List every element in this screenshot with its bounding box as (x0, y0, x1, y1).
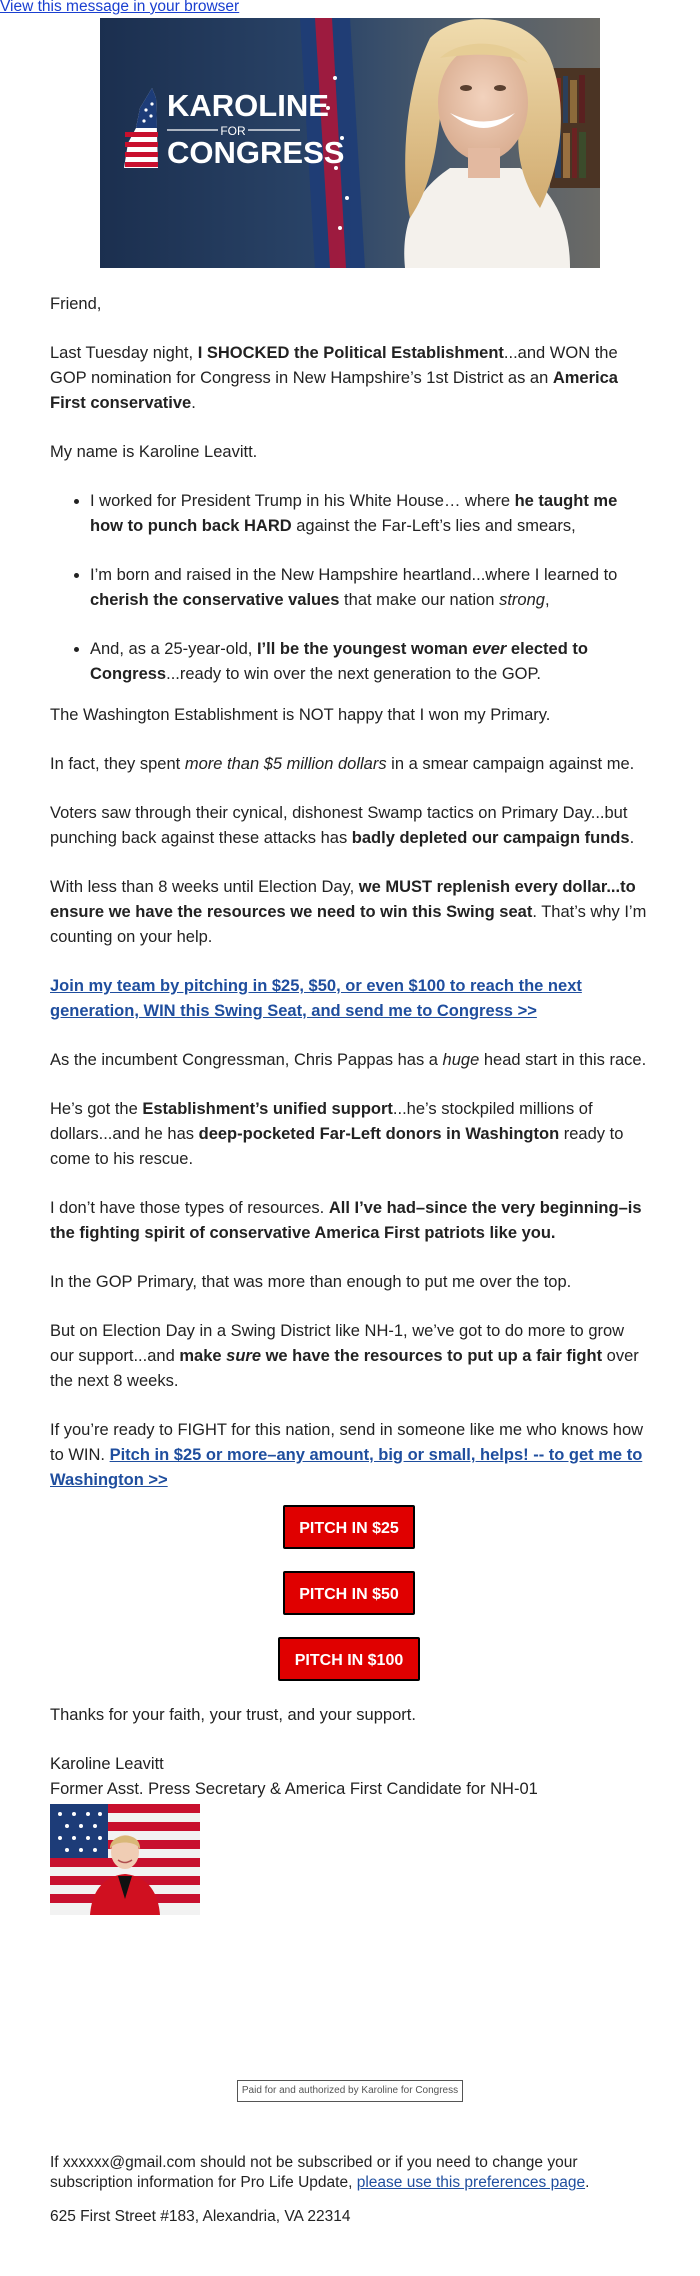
email-body (50, 292, 648, 1915)
hero-image (100, 18, 600, 268)
pitch-in-100-button[interactable]: PITCH IN $100 (278, 1637, 420, 1681)
paragraph-4: In fact, they spent more than $5 million dollars in a smear campaign against me. (50, 755, 635, 773)
paragraph-7: As the incumbent Congressman, Chris Pappas has a huge head start in this race. (50, 1051, 647, 1069)
view-in-browser-link[interactable]: View this message in your browser (0, 0, 240, 15)
unsubscribe-text: If xxxxxx@gmail.com should not be subscribed or if you need to change your subscription information for Pro Life Update, (50, 2154, 578, 2191)
paid-for-disclaimer: Paid for and authorized by Karoline for Congress (237, 2080, 463, 2102)
cta-paragraph-1 (50, 974, 648, 1024)
footer: If xxxxxx@gmail.com should not be subscribed or if you need to change your subscription information for Pro Life Update, please use this preferences page. 625 First Street #183, Alexandria, VA 22314 (50, 2153, 660, 2227)
paragraph-9: I don’t have those types of resources. All I’ve had–since the very beginning–is the fighting spirit of conservative America First patriots like you. (50, 1199, 642, 1242)
mailing-address: 625 First Street #183, Alexandria, VA 22314 (50, 2208, 351, 2225)
logo-line-3: CONGRESS (167, 135, 345, 170)
paragraph-6: With less than 8 weeks until Election Day, we MUST replenish every dollar...to ensure we have the resources we need to win this Swing seat. That’s why I’m counting on your help. (50, 878, 647, 946)
paragraph-11: But on Election Day in a Swing District like NH-1, we’ve got to do more to grow our support...and make sure we have the resources to put up a fair fight over the next 8 weeks. (50, 1322, 639, 1390)
list-item: • I’m born and raised in the New Hampshire heartland...where I learned to cherish the conservative values that make our nation strong, (90, 563, 648, 613)
hero-banner (100, 18, 600, 268)
logo-line-1: KAROLINE (167, 88, 329, 123)
pitch-in-50-button[interactable]: PITCH IN $50 (283, 1571, 415, 1615)
paragraph-12: If you’re ready to FIGHT for this nation, send in someone like me who knows how to WIN. Pitch in $25 or more–any amount, big or small, helps! -- to get me to Washington >> (50, 1421, 644, 1489)
paragraph-2: My name is Karoline Leavitt. (50, 443, 258, 461)
preferences-link[interactable]: please use this preferences page (356, 2174, 586, 2191)
paragraph-8: He’s got the Establishment’s unified support...he’s stockpiled millions of dollars...and he has deep-pocketed Far-Left donors in Washington ready to come to his rescue. (50, 1100, 624, 1168)
list-item: • And, as a 25-year-old, I’ll be the youngest woman ever elected to Congress...ready to win over the next generation to the GOP. (90, 637, 648, 687)
donate-buttons (50, 1505, 648, 1681)
list-item: • I worked for President Trump in his White House… where he taught me how to punch back HARD against the Far-Left’s lies and smears, (90, 489, 648, 539)
closing: Thanks for your faith, your trust, and your support. (50, 1706, 416, 1724)
logo-line-2: FOR (220, 124, 246, 138)
signature-photo (50, 1804, 200, 1915)
signature-title: Former Asst. Press Secretary & America First Candidate for NH-01 (50, 1780, 538, 1798)
pitch-in-25-button[interactable]: PITCH IN $25 (283, 1505, 415, 1549)
paragraph-10: In the GOP Primary, that was more than enough to put me over the top. (50, 1273, 572, 1291)
donate-link-2[interactable]: Pitch in $25 or more–any amount, big or small, helps! -- to get me to Washington >> (50, 1446, 643, 1489)
donate-link-1[interactable]: Join my team by pitching in $25, $50, or even $100 to reach the next generation, WIN this Swing Seat, and send me to Congress >> (50, 977, 582, 1020)
bullet-list (50, 489, 648, 687)
paragraph-5: Voters saw through their cynical, dishonest Swamp tactics on Primary Day...but punching back against these attacks has badly depleted our campaign funds. (50, 804, 635, 847)
signature-name: Karoline Leavitt (50, 1755, 164, 1773)
paragraph-3: The Washington Establishment is NOT happy that I won my Primary. (50, 706, 551, 724)
paragraph-1: Last Tuesday night, I SHOCKED the Political Establishment...and WON the GOP nomination for Congress in New Hampshire’s 1st District as an America First conservative. (50, 344, 618, 412)
greeting: Friend, (50, 295, 102, 313)
